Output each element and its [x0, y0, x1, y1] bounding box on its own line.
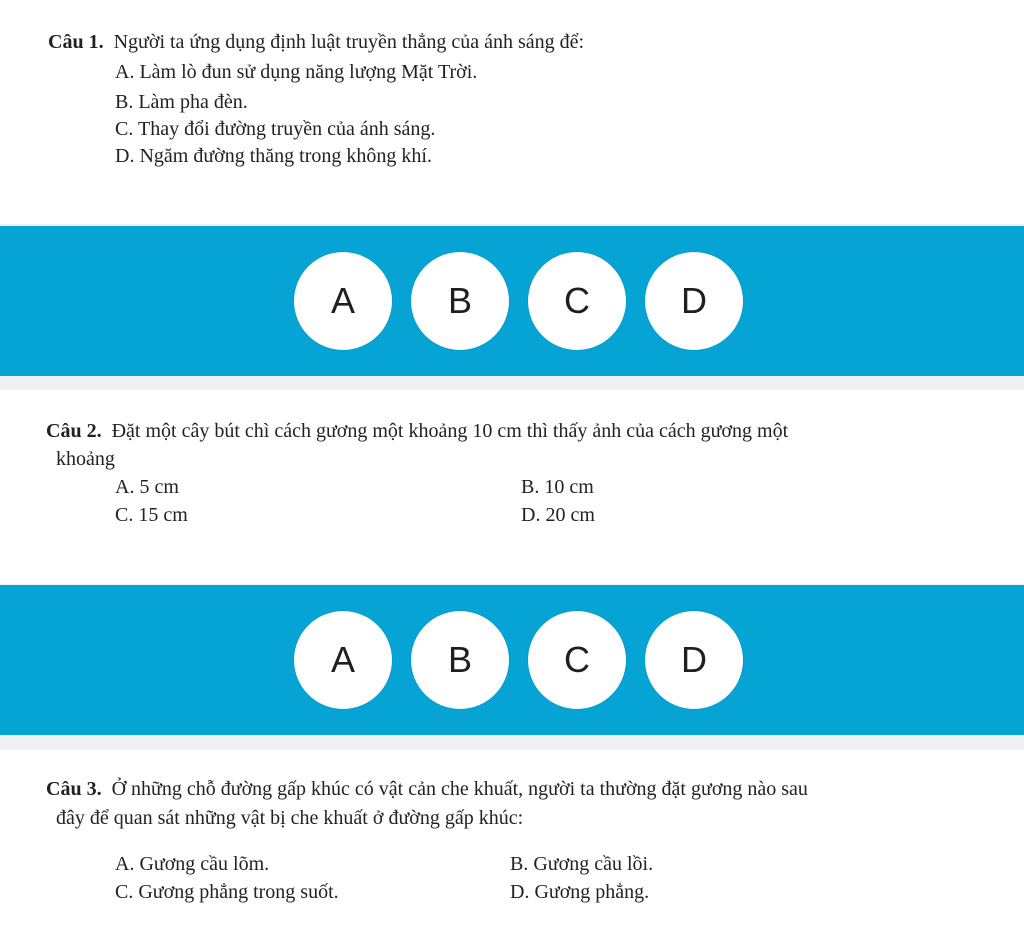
answer-1-choice-d[interactable]: D	[645, 252, 743, 350]
answer-bar-2	[0, 585, 1024, 735]
question-1-option-b: B. Làm pha đèn.	[115, 91, 248, 113]
question-card-1	[0, 0, 1024, 224]
question-card-2	[0, 390, 1024, 584]
question-1-option-d: D. Ngăm đường thăng trong không khí.	[115, 145, 432, 167]
question-3-prompt-line2: đây để quan sát những vật bị che khuất ở đường gấp khúc:	[56, 807, 524, 829]
question-2-option-b: B. 10 cm	[521, 476, 594, 498]
question-card-3	[0, 750, 1024, 945]
answer-1-choice-b[interactable]: B	[411, 252, 509, 350]
answer-2-choice-b[interactable]: B	[411, 611, 509, 709]
question-1-label: Câu 1.	[48, 31, 104, 53]
question-2-label: Câu 2.	[46, 420, 102, 442]
question-1-text	[48, 30, 584, 54]
question-3-option-a: A. Gương cầu lõm.	[115, 853, 270, 875]
question-3-option-d: D. Gương phẳng.	[510, 881, 650, 903]
answer-2-choice-c[interactable]: C	[528, 611, 626, 709]
question-3-option-b: B. Gương cầu lồi.	[510, 853, 654, 875]
answer-2-choice-a[interactable]: A	[294, 611, 392, 709]
question-1-option-a: A. Làm lò đun sử dụng năng lượng Mặt Trời.	[115, 61, 478, 83]
answer-bar-1	[0, 226, 1024, 376]
answer-1-choice-c[interactable]: C	[528, 252, 626, 350]
question-2-option-d: D. 20 cm	[521, 504, 595, 526]
question-1-prompt: Người ta ứng dụng định luật truyền thẳng của ánh sáng để:	[113, 31, 585, 53]
answer-1-choice-a[interactable]: A	[294, 252, 392, 350]
question-3-prompt: Ở những chỗ đường gấp khúc có vật cản che khuất, người ta thường đặt gương nào sau	[111, 778, 808, 800]
question-3-text	[46, 777, 808, 801]
question-3-option-c: C. Gương phẳng trong suốt.	[115, 881, 339, 903]
question-3-label: Câu 3.	[46, 778, 102, 800]
question-2-prompt-line2: khoảng	[56, 448, 115, 470]
question-2-option-c: C. 15 cm	[115, 504, 188, 526]
answer-2-choice-d[interactable]: D	[645, 611, 743, 709]
question-2-option-a: A. 5 cm	[115, 476, 179, 498]
question-1-option-c: C. Thay đổi đường truyền của ánh sáng.	[115, 118, 436, 140]
question-2-text	[46, 419, 788, 443]
question-2-prompt: Đặt một cây bút chì cách gương một khoảng 10 cm thì thấy ảnh của cách gương một	[111, 420, 789, 442]
